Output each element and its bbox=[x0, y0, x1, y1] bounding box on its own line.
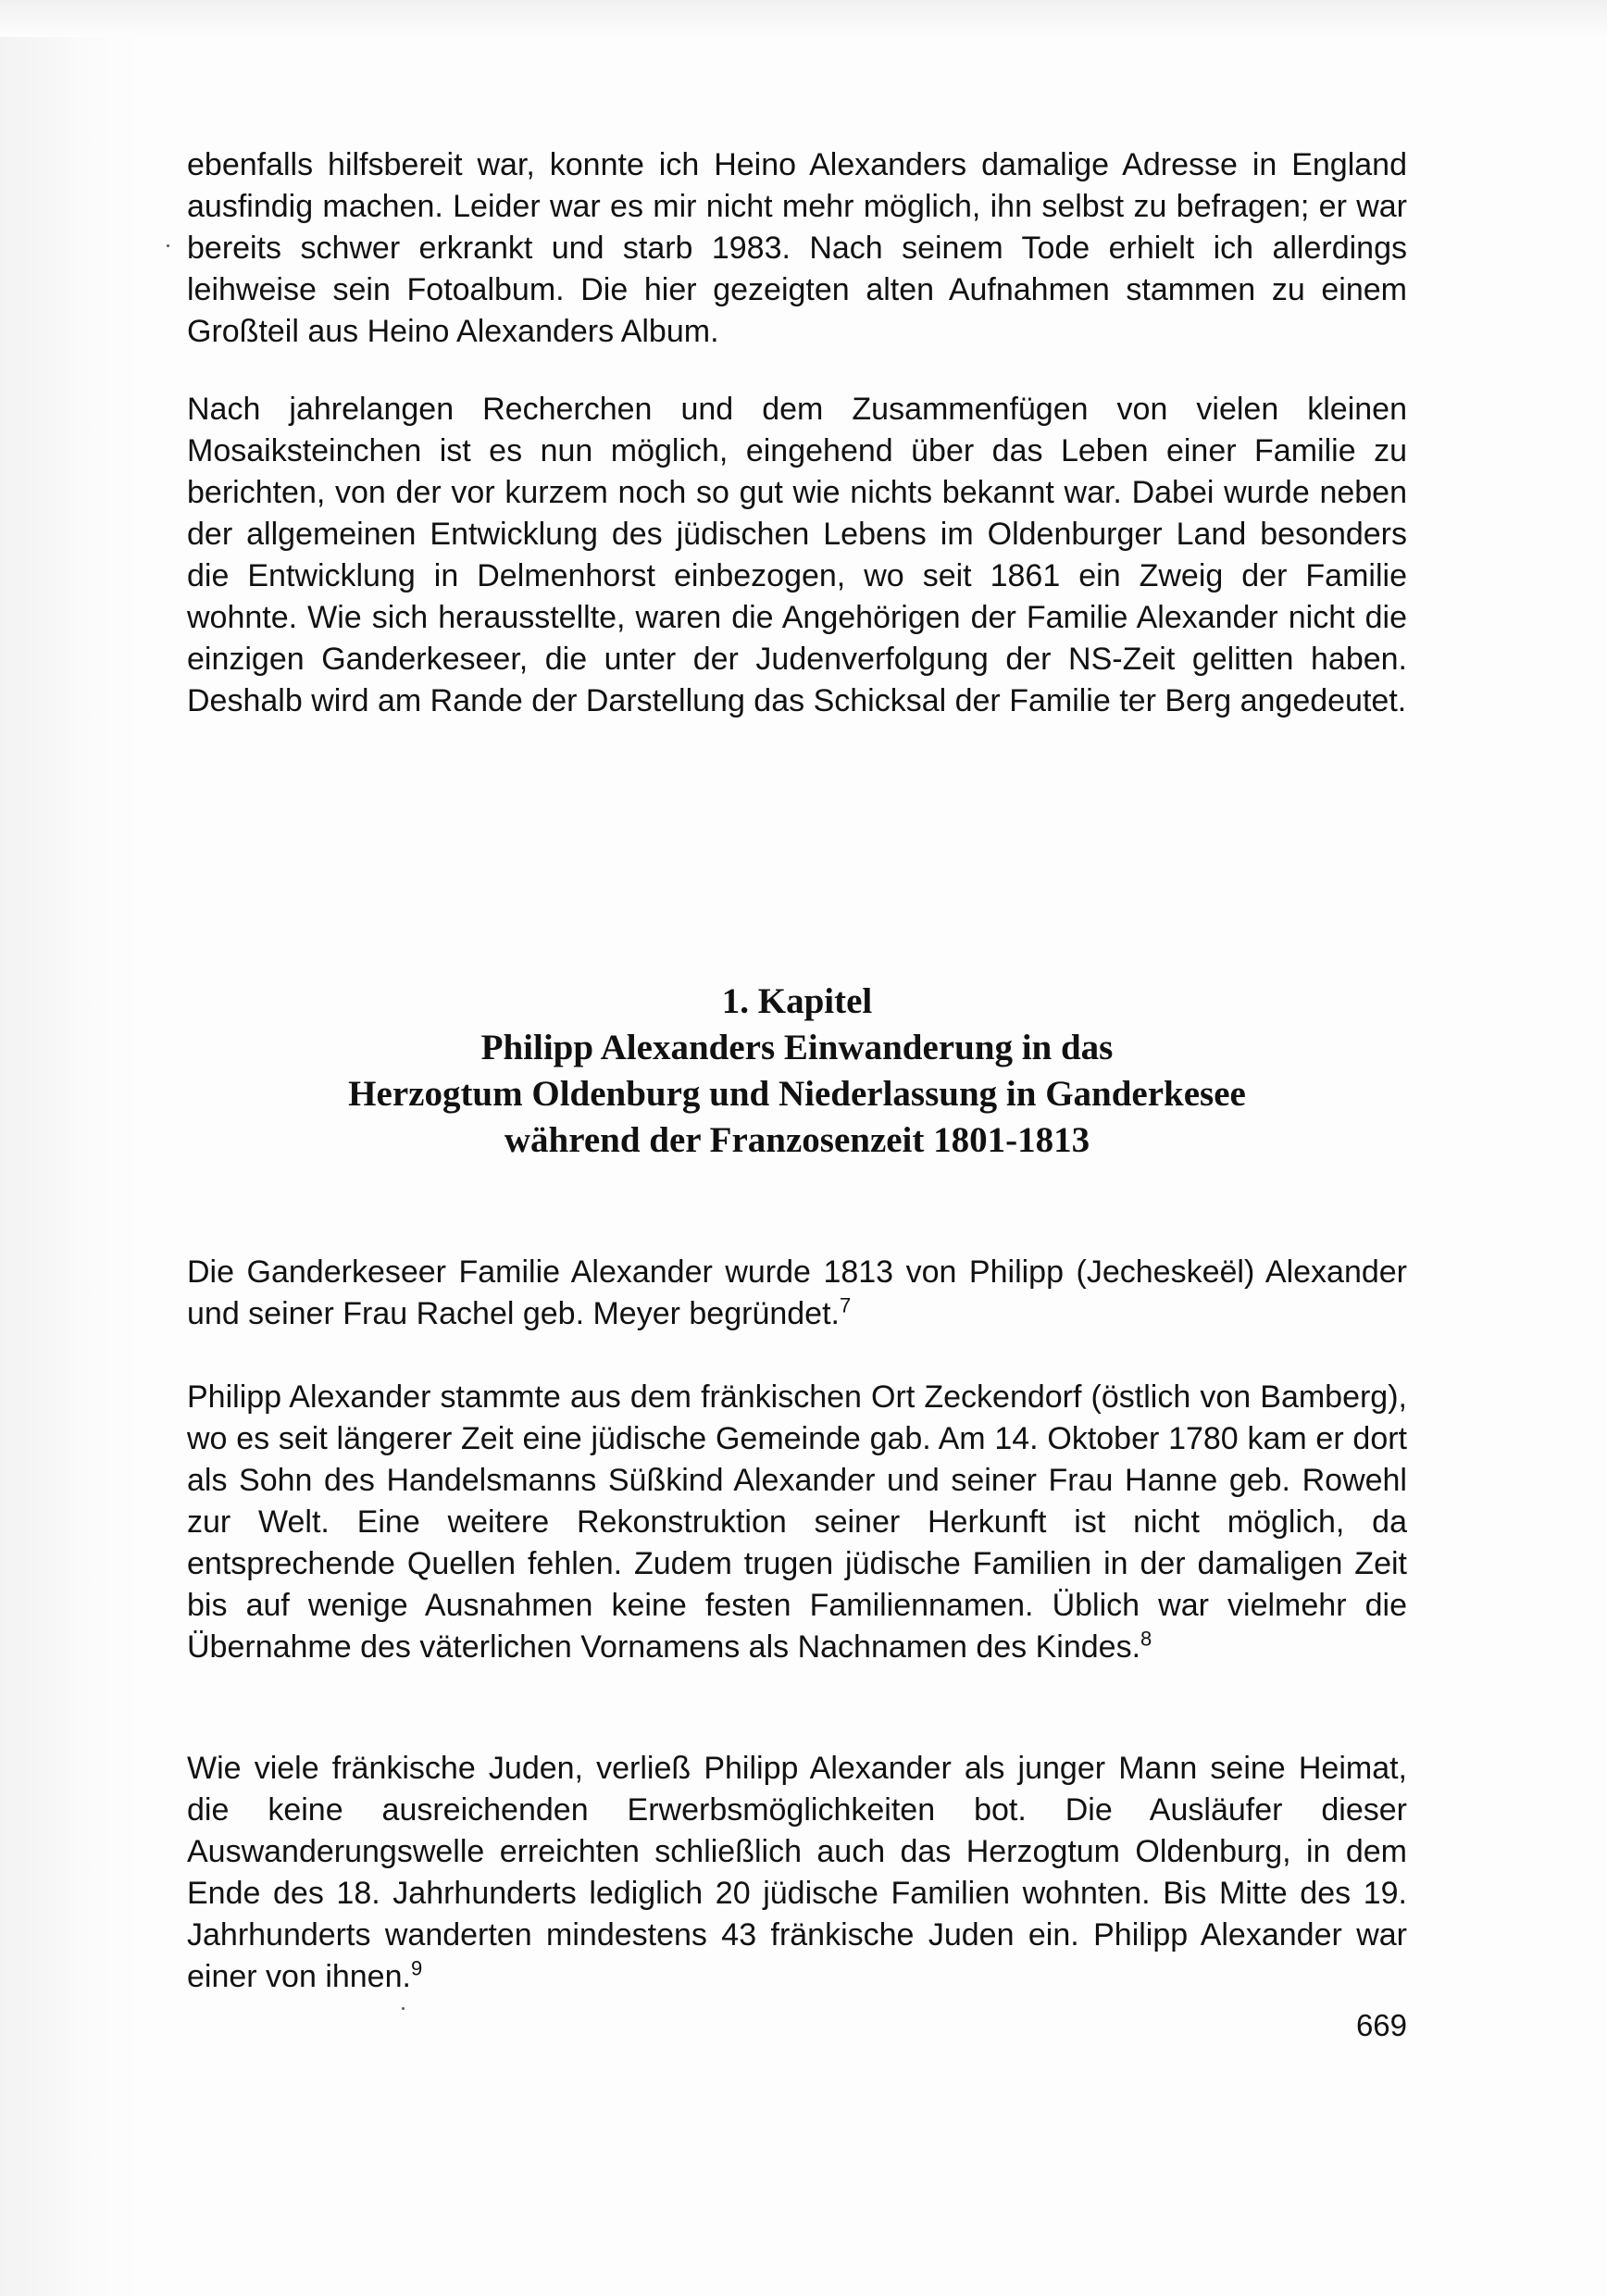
chapter-number: 1. Kapitel bbox=[721, 981, 873, 1021]
paragraph-1-text: ebenfalls hilfsbereit war, konnte ich Heino Alexanders damalige Adresse in England ausfindig machen. Leider war es mir nicht mehr möglich, ihn selbst zu befragen; er war bereits schwer erkrankt und starb 1983. Nach seinem Tode erhielt ich allerdings leihweise sein Fotoalbum. Die hier gezeigten alten Aufnahmen stammen zu einem Großteil aus Heino Alexanders Album. bbox=[187, 147, 1407, 349]
paragraph-3 bbox=[187, 1252, 1407, 1335]
footnote-marker-7: 7 bbox=[839, 1293, 852, 1317]
paragraph-3-text: Die Ganderkeseer Familie Alexander wurde 1813 von Philipp (Jecheskeël) Alexander und seiner Frau Rachel geb. Meyer begründet. bbox=[187, 1254, 1407, 1331]
chapter-title-line-1: Philipp Alexanders Einwanderung in das bbox=[480, 1028, 1114, 1067]
chapter-heading bbox=[187, 979, 1407, 1164]
paragraph-5-text: Wie viele fränkische Juden, verließ Philipp Alexander als junger Mann seine Heimat, die keine ausreichenden Erwerbsmöglichkeiten bot. Die Ausläufer dieser Auswanderungswelle erreichten schließlich auch das Herzogtum Oldenburg, in dem Ende des 18. Jahrhunderts lediglich 20 jüdische Familien wohnten. Bis Mitte des 19. Jahrhunderts wanderten mindestens 43 fränkische Juden ein. Philipp Alexander war einer von ihnen. bbox=[187, 1751, 1407, 1994]
paragraph-4 bbox=[187, 1377, 1407, 1668]
paragraph-2 bbox=[187, 389, 1407, 722]
chapter-title-line-2: Herzogtum Oldenburg und Niederlassung in Ganderkesee bbox=[348, 1074, 1246, 1114]
page-number: 669 bbox=[1355, 2008, 1407, 2042]
paragraph-4-text: Philipp Alexander stammte aus dem fränkischen Ort Zeckendorf (östlich von Bamberg), wo es seit längerer Zeit eine jüdische Gemeinde gab. Am 14. Oktober 1780 kam er dort als Sohn des Handelsmanns Süßkind Alexander und seiner Frau Hanne geb. Rowehl zur Welt. Eine weitere Rekonstruktion seiner Herkunft ist nicht möglich, da entsprechende Quellen fehlen. Zudem trugen jüdische Familien in der damaligen Zeit bis auf wenige Ausnahmen keine festen Familiennamen. Üblich war vielmehr die Übernahme des väterlichen Vornamens als Nachnamen des Kindes. bbox=[187, 1379, 1407, 1665]
chapter-title-line-3: während der Franzosenzeit 1801-1813 bbox=[504, 1120, 1090, 1160]
scan-speck bbox=[167, 244, 169, 247]
paragraph-2-text: Nach jahrelangen Recherchen und dem Zusammenfügen von vielen kleinen Mosaiksteinchen ist es nun möglich, eingehend über das Leben einer Familie zu berichten, von der vor kurzem noch so gut wie nichts bekannt war. Dabei wurde neben der allgemeinen Entwicklung des jüdischen Lebens im Oldenburger Land besonders die Entwicklung in Delmenhorst einbezogen, wo seit 1861 ein Zweig der Familie wohnte. Wie sich herausstellte, waren die Angehörigen der Familie Alexander nicht die einzigen Ganderkeseer, die unter der Judenverfolgung der NS-Zeit gelitten haben. Deshalb wird am Rande der Darstellung das Schicksal der Familie ter Berg angedeutet. bbox=[187, 392, 1407, 718]
footnote-marker-9: 9 bbox=[410, 1956, 423, 1980]
paragraph-1 bbox=[187, 144, 1407, 353]
scan-speck bbox=[402, 2007, 405, 2010]
footnote-marker-8: 8 bbox=[1140, 1627, 1152, 1651]
scan-top-shadow bbox=[0, 0, 1607, 37]
scan-edge-shadow bbox=[0, 0, 139, 2296]
paragraph-5 bbox=[187, 1748, 1407, 1998]
